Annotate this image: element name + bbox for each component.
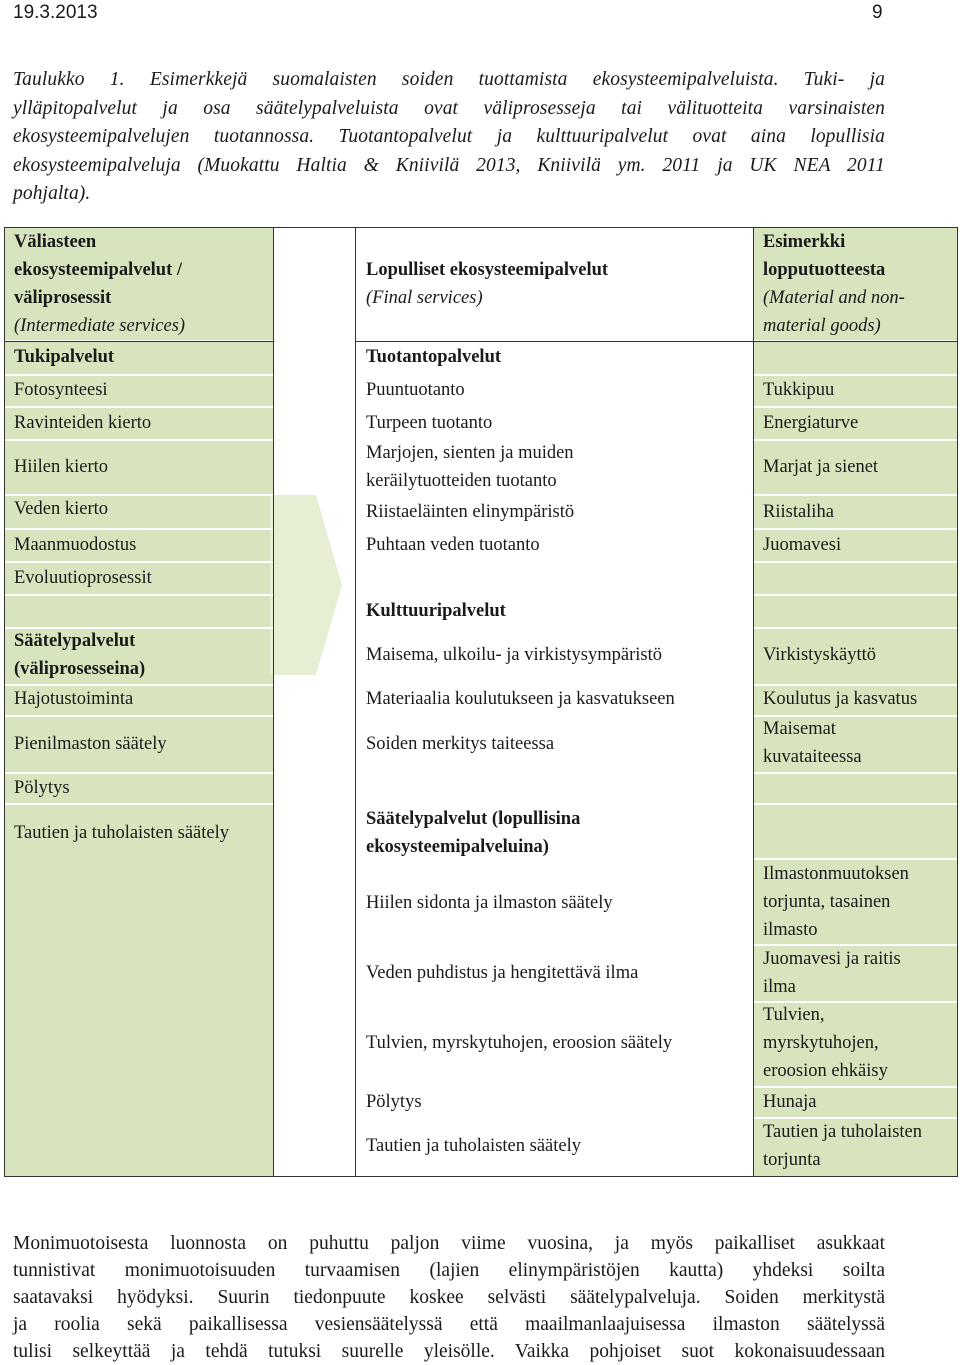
col2-header-line: Lopulliset ekosysteemipalvelut xyxy=(366,260,609,280)
col1-header-line: (Intermediate services) xyxy=(14,316,186,336)
col1-saately-heading: (väliprosesseina) xyxy=(14,659,146,679)
caption-line: Taulukko 1. Esimerkkejä suomalaisten soiden tuottamista ekosysteemipalveluista. Tuki- ja xyxy=(13,69,885,90)
col1-item: Tautien ja tuholaisten säätely xyxy=(14,823,229,843)
col2-item: Maisema, ulkoilu- ja virkistysympäristö xyxy=(366,645,662,665)
col1-item: Pölytys xyxy=(14,778,70,798)
col3-item: torjunta, tasainen xyxy=(763,892,891,912)
col1-item: Pienilmaston säätely xyxy=(14,734,167,754)
col3-item: Koulutus ja kasvatus xyxy=(763,689,918,709)
table-caption xyxy=(13,66,885,209)
col1-saately-heading: Säätelypalvelut xyxy=(14,631,136,651)
col3-item: Tukkipuu xyxy=(763,380,835,400)
col3-header-line: (Material and non- xyxy=(763,288,905,308)
col3-item: myrskytuhojen, xyxy=(763,1033,879,1053)
col3-item: ilma xyxy=(763,977,796,997)
col3-item: Ilmastonmuutoksen xyxy=(763,864,909,884)
col1-item: Evoluutioprosessit xyxy=(14,568,152,588)
col3-item: torjunta xyxy=(763,1150,821,1170)
col1-item: Hajotustoiminta xyxy=(14,689,134,709)
col3-item: ilmasto xyxy=(763,920,818,940)
col3-item: Hunaja xyxy=(763,1092,817,1112)
col2-item: Puuntuotanto xyxy=(366,380,465,400)
col3-item: Marjat ja sienet xyxy=(763,457,879,477)
col1-item: Maanmuodostus xyxy=(14,535,137,555)
col2-item: Tautien ja tuholaisten säätely xyxy=(366,1136,581,1156)
caption-line: pohjalta). xyxy=(13,183,91,205)
col3-item: Tulvien, xyxy=(763,1005,825,1025)
col3-header-line: lopputuotteesta xyxy=(763,260,886,280)
body-line: saatavaksi hyödyksi. Suurin tiedonpuute koskee selvästi säätelypalveluja. Soiden merkitystä xyxy=(13,1287,885,1308)
col2-item: Marjojen, sienten ja muiden xyxy=(366,443,574,463)
col3-item: kuvataiteessa xyxy=(763,747,862,767)
col1-header-line: ekosysteemipalvelut / xyxy=(14,260,183,280)
caption-line: ekosysteemipalvelujen tuotannossa. Tuotantopalvelut ja kulttuuripalvelut ovat aina lopullisia xyxy=(13,126,885,148)
col2-item: Pölytys xyxy=(366,1092,422,1112)
col2-saately-heading: ekosysteemipalveluina) xyxy=(366,837,549,857)
col1-item: Fotosynteesi xyxy=(14,380,108,400)
arrow-icon xyxy=(270,490,346,680)
col3-header-line: material goods) xyxy=(763,316,881,336)
col3-item: Virkistyskäyttö xyxy=(763,645,876,665)
col1-item: Veden kierto xyxy=(14,499,109,519)
body-line: ja roolia sekä paikallisessa vesiensäätelyssä että maailmanlaajuisessa ilmaston säätelyssä xyxy=(13,1314,885,1335)
col2-tuotanto-heading: Tuotantopalvelut xyxy=(366,347,502,367)
col2-item: Materiaalia koulutukseen ja kasvatukseen xyxy=(366,689,675,709)
col1-header-line: Väliasteen xyxy=(14,232,97,252)
body-line: tunnistivat monimuotoisuuden turvaamisen (lajien elinympäristöjen kautta) yhdeksi soilta xyxy=(13,1260,885,1281)
col2-item: Tulvien, myrskytuhojen, eroosion säätely xyxy=(366,1033,673,1053)
col2-kulttuuri-heading: Kulttuuripalvelut xyxy=(366,601,506,621)
body-line: tulisi selkeyttää ja tehdä tutuksi suurelle yleisölle. Vaikka pohjoiset suot kokonaisuudessaan xyxy=(13,1341,885,1362)
col2-item: keräilytuotteiden tuotanto xyxy=(366,471,557,491)
col2-saately-heading: Säätelypalvelut (lopullisina xyxy=(366,809,581,829)
col3-item: eroosion ehkäisy xyxy=(763,1061,888,1081)
col3-item: Maisemat xyxy=(763,719,836,739)
body-paragraph xyxy=(13,1230,885,1365)
header-date: 19.3.2013 xyxy=(13,2,98,23)
col3-header-line: Esimerkki xyxy=(763,232,846,252)
caption-line: ylläpitopalvelut ja osa säätelypalveluista ovat väliprosesseja tai välituotteita varsinaisten xyxy=(13,97,885,119)
col1-item: Hiilen kierto xyxy=(14,457,109,477)
col1-header-line: väliprosessit xyxy=(14,288,112,308)
col3-item: Juomavesi xyxy=(763,535,842,555)
col3-item: Juomavesi ja raitis xyxy=(763,949,901,969)
col2-item: Soiden merkitys taiteessa xyxy=(366,734,555,754)
body-line: Monimuotoisesta luonnosta on puhuttu paljon viime vuosina, ja myös paikalliset asukkaat xyxy=(13,1233,885,1254)
col3-item: Tautien ja tuholaisten xyxy=(763,1122,922,1142)
caption-line: ekosysteemipalveluja (Muokattu Haltia & Kniivilä 2013, Kniivilä ym. 2011 ja UK NEA 2011 xyxy=(13,154,885,176)
col1-tuki-heading: Tukipalvelut xyxy=(14,347,115,367)
col2-item: Riistaeläinten elinympäristö xyxy=(366,502,575,522)
col2-item: Hiilen sidonta ja ilmaston säätely xyxy=(366,893,613,913)
col2-header-line: (Final services) xyxy=(366,288,483,308)
col2-item: Turpeen tuotanto xyxy=(366,413,493,433)
page-number: 9 xyxy=(872,2,883,23)
col3-item: Energiaturve xyxy=(763,413,859,433)
col2-item: Veden puhdistus ja hengitettävä ilma xyxy=(366,963,639,983)
col2-item: Puhtaan veden tuotanto xyxy=(366,535,540,555)
col1-item: Ravinteiden kierto xyxy=(14,413,152,433)
col3-item: Riistaliha xyxy=(763,502,834,522)
